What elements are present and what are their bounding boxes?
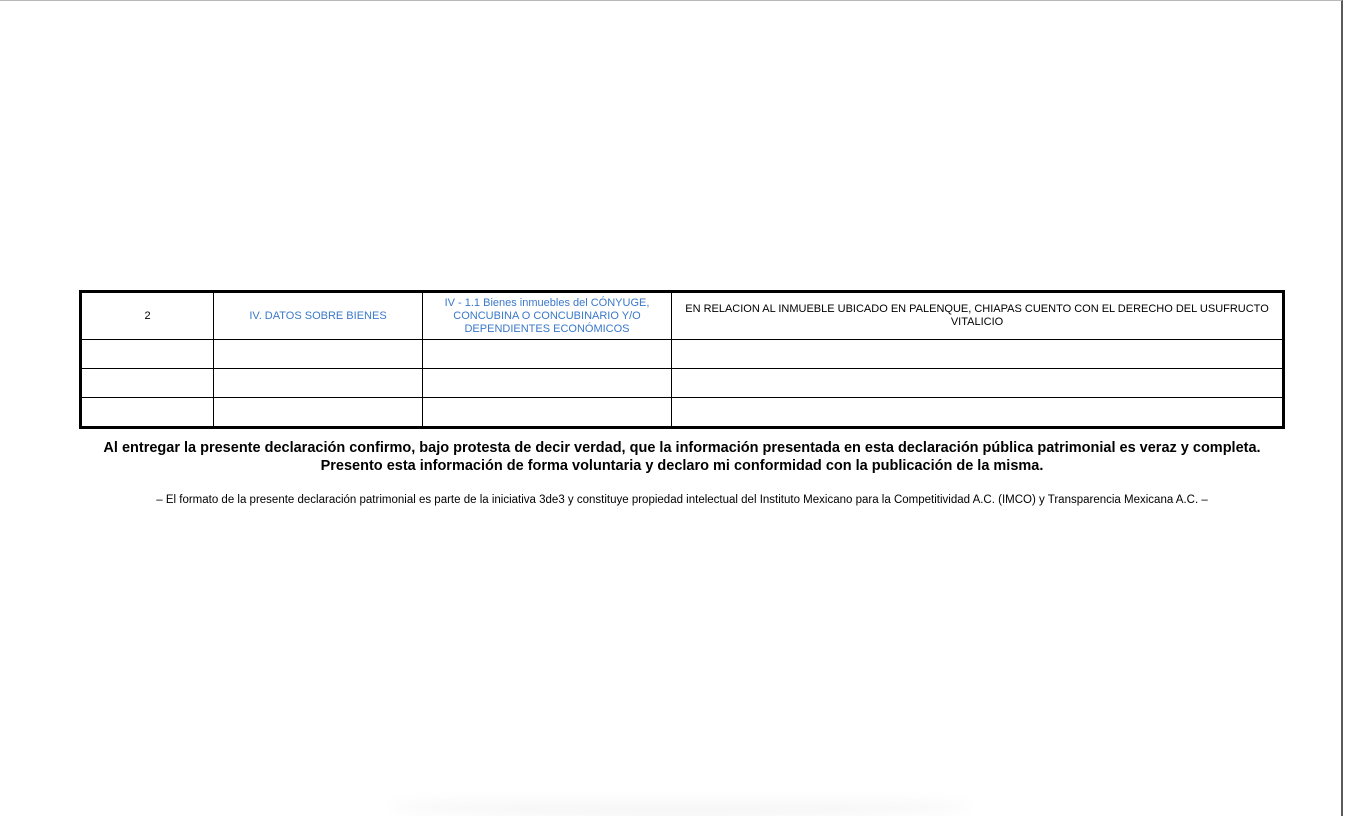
- subsection-cell: [423, 340, 672, 369]
- row-number-cell: 2: [81, 292, 214, 340]
- copyright-footnote: – El formato de la presente declaración patrimonial es parte de la iniciativa 3de3 y constituye propiedad intelectual del Instituto Mexicano para la Competitividad A.C. (IMCO) y Transparencia Mexicana A.C. –: [156, 494, 1208, 506]
- section-cell: [214, 369, 423, 398]
- statement-line-2: Presento esta información de forma voluntaria y declaro mi conformidad con la publicación de la misma.: [320, 458, 1044, 474]
- comment-cell: [672, 369, 1284, 398]
- row-number-cell: [81, 369, 214, 398]
- declaration-items-table: [79, 290, 1285, 429]
- table-row: [81, 340, 1284, 369]
- section-cell: IV. DATOS SOBRE BIENES: [214, 292, 423, 340]
- section-cell: [214, 340, 423, 369]
- comment-cell: EN RELACION AL INMUEBLE UBICADO EN PALENQUE, CHIAPAS CUENTO CON EL DERECHO DEL USUFRUCTO VITALICIO: [672, 292, 1284, 340]
- section-cell: [214, 398, 423, 428]
- subsection-cell: [423, 369, 672, 398]
- subsection-cell: [423, 398, 672, 428]
- row-number-cell: [81, 398, 214, 428]
- subsection-cell: IV - 1.1 Bienes inmuebles del CÓNYUGE, CONCUBINA O CONCUBINARIO Y/O DEPENDIENTES ECONÓMICOS: [423, 292, 672, 340]
- statement-line-1: Al entregar la presente declaración confirmo, bajo protesta de decir verdad, que la información presentada en esta declaración pública patrimonial es veraz y completa.: [103, 440, 1261, 456]
- truthfulness-statement: [79, 439, 1285, 475]
- table-row: [81, 398, 1284, 428]
- page-shadow: [390, 796, 970, 816]
- table-row: [81, 369, 1284, 398]
- comment-cell: [672, 398, 1284, 428]
- table-row: [81, 292, 1284, 340]
- row-number-cell: [81, 340, 214, 369]
- comment-cell: [672, 340, 1284, 369]
